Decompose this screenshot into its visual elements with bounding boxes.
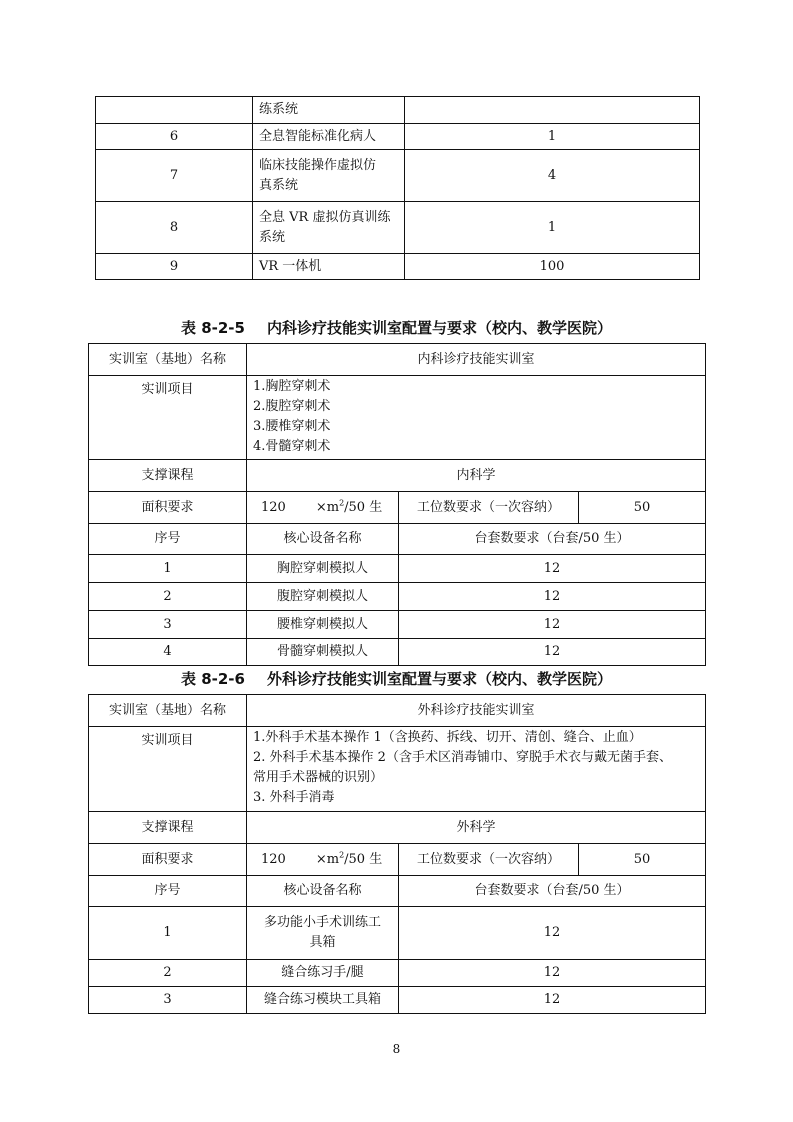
device-name: 骨髓穿刺模拟人 [247,639,399,666]
table-row [89,987,706,1014]
table-row [89,695,706,727]
internal-medicine-table [88,343,706,666]
projects-label: 实训项目 [89,376,247,460]
row-number: 6 [96,124,253,150]
base-label: 实训室（基地）名称 [89,695,247,727]
row-number: 4 [89,639,247,666]
course-label: 支撑课程 [89,460,247,492]
base-value: 外科诊疗技能实训室 [247,695,706,727]
device-name: 临床技能操作虚拟仿 真系统 [253,150,405,202]
caption-number: 表 8-2-5 [180,319,245,337]
device-qty: 1 [405,202,700,254]
project-item: 3.腰椎穿刺术 [253,419,331,434]
device-qty: 12 [399,611,706,639]
area-value: $120 \times m^2/50$ 生 [247,844,399,876]
row-number: 1 [89,907,247,960]
table-row [89,727,706,812]
col-header-no: 序号 [89,524,247,555]
device-qty: 12 [399,960,706,987]
device-name: 缝合练习模块工具箱 [247,987,399,1014]
device-qty: 12 [399,639,706,666]
row-number [96,97,253,124]
page-number: 8 [392,1042,401,1056]
col-header-qty: 台套数要求（台套/50 生） [399,876,706,907]
project-item: 3. 外科手消毒 [253,790,335,805]
row-number: 3 [89,611,247,639]
table-row [89,492,706,524]
device-name: 腹腔穿刺模拟人 [247,583,399,611]
caption-title: 内科诊疗技能实训室配置与要求（校内、教学医院） [266,319,612,337]
table-row [89,376,706,460]
project-item: 1.胸腔穿刺术 [253,379,331,394]
project-item: 4.骨髓穿刺术 [253,439,331,454]
project-item: 1.外科手术基本操作 1（含换药、拆线、切开、清创、缝合、止血） [253,730,642,745]
row-number: 1 [89,555,247,583]
device-qty: 12 [399,555,706,583]
device-name: 全息智能标准化病人 [253,124,405,150]
col-header-device: 核心设备名称 [247,524,399,555]
equipment-table-continued [95,96,700,280]
table-row [96,254,700,280]
base-value: 内科诊疗技能实训室 [247,344,706,376]
project-item: 2.腹腔穿刺术 [253,399,331,414]
table-row [89,460,706,492]
course-value: 外科学 [247,812,706,844]
col-header-device: 核心设备名称 [247,876,399,907]
table-caption [0,317,793,338]
caption-number: 表 8-2-6 [180,670,245,688]
table-row [89,611,706,639]
table-caption [0,668,793,689]
col-header-qty: 台套数要求（台套/50 生） [399,524,706,555]
course-value: 内科学 [247,460,706,492]
table-row [89,639,706,666]
row-number: 7 [96,150,253,202]
surgery-table [88,694,706,1014]
station-label: 工位数要求（一次容纳） [399,492,579,524]
device-qty: 1 [405,124,700,150]
device-qty: 12 [399,907,706,960]
row-number: 3 [89,987,247,1014]
table-row [96,202,700,254]
table-row [96,150,700,202]
device-name: 练系统 [253,97,405,124]
area-label: 面积要求 [89,492,247,524]
row-number: 2 [89,583,247,611]
caption-title: 外科诊疗技能实训室配置与要求（校内、教学医院） [266,670,612,688]
projects-label: 实训项目 [89,727,247,812]
table-row [89,844,706,876]
device-name: VR 一体机 [253,254,405,280]
area-label: 面积要求 [89,844,247,876]
device-name: 全息 VR 虚拟仿真训练 系统 [253,202,405,254]
station-label: 工位数要求（一次容纳） [399,844,579,876]
course-label: 支撑课程 [89,812,247,844]
table-row [89,907,706,960]
table-row [89,555,706,583]
area-value: $120 \times m^2/50$ 生 [247,492,399,524]
projects-list [247,727,706,812]
project-item: 2. 外科手术基本操作 2（含手术区消毒铺巾、穿脱手术衣与戴无菌手套、 [253,750,672,765]
station-value: 50 [579,844,706,876]
projects-list [247,376,706,460]
device-qty: 12 [399,987,706,1014]
row-number: 2 [89,960,247,987]
row-number: 9 [96,254,253,280]
col-header-no: 序号 [89,876,247,907]
table-row [89,812,706,844]
table-row [89,583,706,611]
row-number: 8 [96,202,253,254]
table-header-row [89,876,706,907]
device-qty: 12 [399,583,706,611]
station-value: 50 [579,492,706,524]
base-label: 实训室（基地）名称 [89,344,247,376]
table-row [89,960,706,987]
table-row [89,344,706,376]
device-name: 缝合练习手/腿 [247,960,399,987]
device-name: 多功能小手术训练工 具箱 [247,907,399,960]
table-row [96,124,700,150]
device-name: 腰椎穿刺模拟人 [247,611,399,639]
table-row [96,97,700,124]
device-qty [405,97,700,124]
device-qty: 4 [405,150,700,202]
project-item: 常用手术器械的识别） [253,770,384,785]
device-qty: 100 [405,254,700,280]
table-header-row [89,524,706,555]
device-name: 胸腔穿刺模拟人 [247,555,399,583]
